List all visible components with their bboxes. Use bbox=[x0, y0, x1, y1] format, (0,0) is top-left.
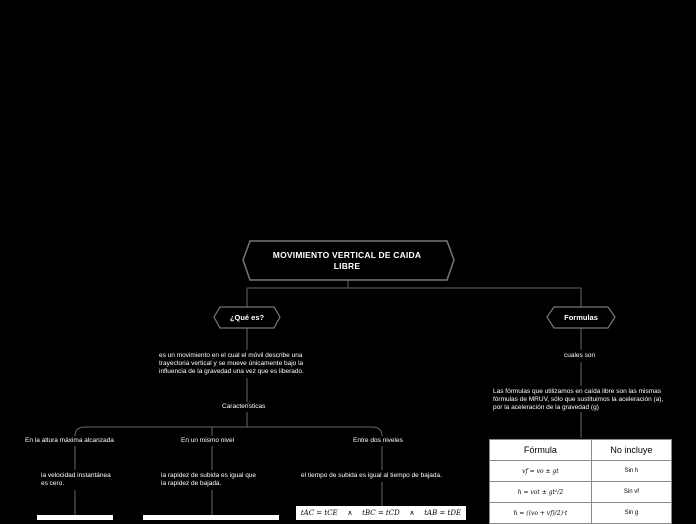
max-height-detail[interactable]: la velocidad instantánea es cero. bbox=[41, 472, 111, 487]
formulas-explanation[interactable]: Las fórmulas que utilizamos en caída libre son las mismas fórmulas de MRUV, sólo que sustituimos la aceleración (a), por la aceleración de la gravedad (g) bbox=[493, 388, 664, 411]
max-height-image bbox=[37, 515, 113, 520]
equation-1: tAC = tCE bbox=[300, 509, 338, 517]
two-levels-detail[interactable]: el tiempo de subida es igual al tiempo de bajada. bbox=[301, 472, 442, 479]
equation-2: tBC = tCD bbox=[362, 509, 400, 517]
no-incluye-cell: Sin g bbox=[591, 503, 671, 524]
table-row bbox=[490, 461, 672, 482]
branch-two-levels-label[interactable]: Entre dos niveles bbox=[353, 437, 403, 444]
no-incluye-cell: Sin h bbox=[591, 461, 671, 482]
time-equations-image bbox=[296, 506, 466, 520]
table-header-formula: Fórmula bbox=[490, 440, 592, 461]
equation-3: tAB = tDE bbox=[424, 509, 462, 517]
formula-cell: vf = vo ± gt bbox=[490, 461, 592, 482]
caracteristicas-label[interactable]: Características bbox=[222, 403, 266, 410]
same-level-image bbox=[143, 515, 279, 520]
branch-same-level-label[interactable]: En un mismo nivel bbox=[181, 437, 235, 444]
formulas-node[interactable]: Formulas bbox=[564, 313, 598, 322]
formula-cell: h = vot ± gt²/2 bbox=[490, 482, 592, 503]
que-es-node[interactable]: ¿Qué es? bbox=[229, 313, 265, 322]
definition-text[interactable]: es un movimiento en el cual el móvil describe una trayectoria vertical y se mueve únicamente bajo la influencia de la gravedad una vez que es liberado. bbox=[159, 352, 304, 375]
cuales-son-label[interactable]: cuales son bbox=[564, 352, 596, 359]
formulas-table bbox=[489, 439, 672, 524]
page-title[interactable]: MOVIMIENTO VERTICAL DE CAIDA LIBRE bbox=[272, 250, 422, 271]
table-header-no-incluye: No incluye bbox=[591, 440, 671, 461]
same-level-detail[interactable]: la rapidez de subida es igual que la rapidez de bajada. bbox=[161, 472, 257, 487]
formula-cell: h = ((vo + vf)/2)·t bbox=[490, 503, 592, 524]
table-row bbox=[490, 482, 672, 503]
and-symbol: ∧ bbox=[347, 509, 353, 517]
and-symbol: ∧ bbox=[409, 509, 415, 517]
table-row bbox=[490, 503, 672, 524]
branch-max-height-label[interactable]: En la altura máxima alcanzada bbox=[25, 437, 114, 444]
no-incluye-cell: Sin vf bbox=[591, 482, 671, 503]
